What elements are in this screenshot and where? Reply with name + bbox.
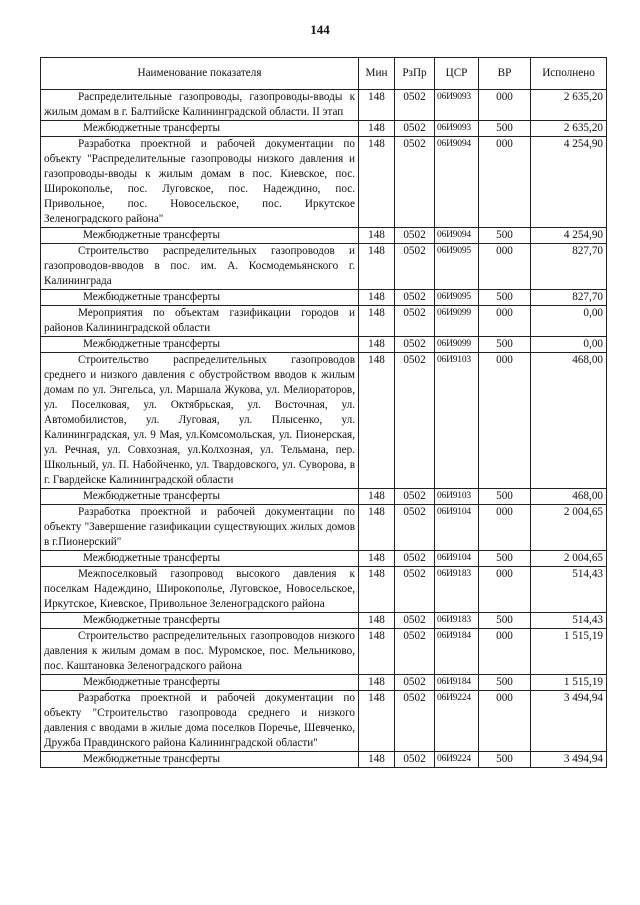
- row-csr-cell: 06И9095: [435, 244, 479, 290]
- row-name-cell: Межбюджетные трансферты: [41, 752, 359, 768]
- row-csr-cell: 06И9183: [435, 613, 479, 629]
- row-vr-cell: 000: [479, 137, 531, 228]
- row-value-cell: 468,00: [531, 353, 607, 489]
- row-min-cell: 148: [359, 353, 395, 489]
- row-vr-cell: 500: [479, 613, 531, 629]
- row-min-cell: 148: [359, 629, 395, 675]
- row-name-cell: Межбюджетные трансферты: [41, 290, 359, 306]
- row-vr-cell: 500: [479, 228, 531, 244]
- row-csr-cell: 06И9183: [435, 567, 479, 613]
- header-min: Мин: [359, 58, 395, 90]
- row-csr-cell: 06И9095: [435, 290, 479, 306]
- row-rzpr-cell: 0502: [395, 244, 435, 290]
- row-min-cell: 148: [359, 306, 395, 337]
- row-name-cell: Межбюджетные трансферты: [41, 121, 359, 137]
- row-vr-cell: 500: [479, 489, 531, 505]
- row-value-cell: 4 254,90: [531, 137, 607, 228]
- row-rzpr-cell: 0502: [395, 489, 435, 505]
- row-value-cell: 514,43: [531, 567, 607, 613]
- row-vr-cell: 500: [479, 121, 531, 137]
- row-name-cell: Строительство распределительных газопроводов низкого давления к жилым домам в пос. Муромское, пос. Мельниково, пос. Каштановка Зеленоградского района: [41, 629, 359, 675]
- table-header-row: [41, 58, 607, 90]
- table-row: [41, 244, 607, 290]
- row-name-cell: Межбюджетные трансферты: [41, 337, 359, 353]
- row-csr-cell: 06И9099: [435, 306, 479, 337]
- row-min-cell: 148: [359, 489, 395, 505]
- row-name-cell: Межбюджетные трансферты: [41, 228, 359, 244]
- row-value-cell: 2 004,65: [531, 551, 607, 567]
- row-min-cell: 148: [359, 290, 395, 306]
- row-name-cell: Межпоселковый газопровод высокого давления к поселкам Надеждино, Широкополье, Луговское, Новосельское, Иркутское, Киевское, Привольное Зеленоградского района: [41, 567, 359, 613]
- table-row-transfer: [41, 752, 607, 768]
- row-name-cell: Разработка проектной и рабочей документации по объекту "Распределительные газопроводы низкого давления и газопроводы-вводы к жилым домам в пос. Киевское, пос. Широкополье, пос. Луговское, пос. Надеждино, пос. Привольное, пос. Новосельское, пос. Иркутское Зеленоградского района": [41, 137, 359, 228]
- row-vr-cell: 000: [479, 353, 531, 489]
- table-row-transfer: [41, 489, 607, 505]
- row-value-cell: 4 254,90: [531, 228, 607, 244]
- row-name-cell: Распределительные газопроводы, газопроводы-вводы к жилым домам в г. Балтийске Калининградской области. II этап: [41, 90, 359, 121]
- row-rzpr-cell: 0502: [395, 675, 435, 691]
- row-value-cell: 3 494,94: [531, 691, 607, 752]
- row-csr-cell: 06И9184: [435, 675, 479, 691]
- row-csr-cell: 06И9104: [435, 505, 479, 551]
- row-vr-cell: 500: [479, 675, 531, 691]
- table-row-transfer: [41, 228, 607, 244]
- table-row: [41, 353, 607, 489]
- row-csr-cell: 06И9093: [435, 90, 479, 121]
- table-row: [41, 629, 607, 675]
- row-min-cell: 148: [359, 675, 395, 691]
- row-csr-cell: 06И9224: [435, 691, 479, 752]
- row-rzpr-cell: 0502: [395, 228, 435, 244]
- row-name-cell: Разработка проектной и рабочей документации по объекту "Строительство газопровода среднего и низкого давления с вводами в жилые дома поселков Поречье, Шевченко, Дружба Правдинского района Калининградской области": [41, 691, 359, 752]
- row-value-cell: 514,43: [531, 613, 607, 629]
- row-name-cell: Межбюджетные трансферты: [41, 675, 359, 691]
- row-min-cell: 148: [359, 613, 395, 629]
- row-rzpr-cell: 0502: [395, 567, 435, 613]
- row-vr-cell: 000: [479, 691, 531, 752]
- row-rzpr-cell: 0502: [395, 752, 435, 768]
- row-csr-cell: 06И9184: [435, 629, 479, 675]
- table-row: [41, 505, 607, 551]
- row-vr-cell: 000: [479, 505, 531, 551]
- row-value-cell: 827,70: [531, 290, 607, 306]
- row-rzpr-cell: 0502: [395, 629, 435, 675]
- row-rzpr-cell: 0502: [395, 353, 435, 489]
- row-min-cell: 148: [359, 337, 395, 353]
- table-row: [41, 567, 607, 613]
- table-row-transfer: [41, 551, 607, 567]
- row-min-cell: 148: [359, 505, 395, 551]
- row-name-cell: Мероприятия по объектам газификации городов и районов Калининградской области: [41, 306, 359, 337]
- row-vr-cell: 500: [479, 752, 531, 768]
- row-csr-cell: 06И9104: [435, 551, 479, 567]
- row-value-cell: 0,00: [531, 337, 607, 353]
- table-row: [41, 691, 607, 752]
- row-min-cell: 148: [359, 121, 395, 137]
- row-name-cell: Строительство распределительных газопроводов и газопроводов-вводов в пос. им. А. Космодемьянского г. Калининграда: [41, 244, 359, 290]
- row-rzpr-cell: 0502: [395, 551, 435, 567]
- row-value-cell: 0,00: [531, 306, 607, 337]
- row-min-cell: 148: [359, 752, 395, 768]
- row-rzpr-cell: 0502: [395, 121, 435, 137]
- row-vr-cell: 500: [479, 551, 531, 567]
- budget-table: [40, 57, 607, 768]
- row-rzpr-cell: 0502: [395, 306, 435, 337]
- row-rzpr-cell: 0502: [395, 613, 435, 629]
- row-vr-cell: 000: [479, 306, 531, 337]
- row-vr-cell: 000: [479, 567, 531, 613]
- row-rzpr-cell: 0502: [395, 90, 435, 121]
- row-name-cell: Межбюджетные трансферты: [41, 613, 359, 629]
- row-name-cell: Строительство распределительных газопроводов среднего и низкого давления с обустройством вводов к жилым домам по ул. Энгельса, ул. Маршала Жукова, ул. Мелиораторов, ул. Поселковая, ул. Октябрьская, ул. Восточная, ул. Автомобилистов, ул. Луговая, ул. Плысенко, ул. Калининградская, ул. 9 Мая, ул.Комсомольская, ул. Пионерская, ул. Речная, ул. Совхозная, ул.Колхозная, ул. Тельмана, пер. Школьный, ул. П. Набойченко, ул. Твардовского, ул. Суворова, в г. Гвардейске Калининградской области: [41, 353, 359, 489]
- table-row-transfer: [41, 121, 607, 137]
- row-name-cell: Межбюджетные трансферты: [41, 551, 359, 567]
- row-csr-cell: 06И9103: [435, 353, 479, 489]
- row-csr-cell: 06И9093: [435, 121, 479, 137]
- row-min-cell: 148: [359, 90, 395, 121]
- row-rzpr-cell: 0502: [395, 505, 435, 551]
- row-csr-cell: 06И9099: [435, 337, 479, 353]
- row-min-cell: 148: [359, 244, 395, 290]
- row-vr-cell: 000: [479, 244, 531, 290]
- row-csr-cell: 06И9094: [435, 137, 479, 228]
- row-value-cell: 1 515,19: [531, 629, 607, 675]
- row-rzpr-cell: 0502: [395, 290, 435, 306]
- row-min-cell: 148: [359, 137, 395, 228]
- row-value-cell: 3 494,94: [531, 752, 607, 768]
- row-csr-cell: 06И9224: [435, 752, 479, 768]
- row-min-cell: 148: [359, 551, 395, 567]
- table-row-transfer: [41, 613, 607, 629]
- row-rzpr-cell: 0502: [395, 337, 435, 353]
- row-vr-cell: 500: [479, 290, 531, 306]
- table-row-transfer: [41, 675, 607, 691]
- header-csr: ЦСР: [435, 58, 479, 90]
- row-vr-cell: 000: [479, 90, 531, 121]
- table-row-transfer: [41, 337, 607, 353]
- header-value: Исполнено: [531, 58, 607, 90]
- row-value-cell: 2 635,20: [531, 90, 607, 121]
- row-rzpr-cell: 0502: [395, 137, 435, 228]
- row-csr-cell: 06И9094: [435, 228, 479, 244]
- table-row: [41, 306, 607, 337]
- row-name-cell: Межбюджетные трансферты: [41, 489, 359, 505]
- header-rzpr: РзПр: [395, 58, 435, 90]
- table-row-transfer: [41, 290, 607, 306]
- row-vr-cell: 500: [479, 337, 531, 353]
- header-vr: ВР: [479, 58, 531, 90]
- row-vr-cell: 000: [479, 629, 531, 675]
- page-number: 144: [310, 22, 330, 37]
- row-name-cell: Разработка проектной и рабочей документации по объекту "Завершение газификации существующих жилых домов в г.Пионерский": [41, 505, 359, 551]
- row-rzpr-cell: 0502: [395, 691, 435, 752]
- row-value-cell: 2 004,65: [531, 505, 607, 551]
- row-value-cell: 827,70: [531, 244, 607, 290]
- row-value-cell: 2 635,20: [531, 121, 607, 137]
- row-min-cell: 148: [359, 567, 395, 613]
- row-value-cell: 468,00: [531, 489, 607, 505]
- row-value-cell: 1 515,19: [531, 675, 607, 691]
- header-name: Наименование показателя: [41, 58, 359, 90]
- row-min-cell: 148: [359, 691, 395, 752]
- table-row: [41, 90, 607, 121]
- row-min-cell: 148: [359, 228, 395, 244]
- row-csr-cell: 06И9103: [435, 489, 479, 505]
- table-row: [41, 137, 607, 228]
